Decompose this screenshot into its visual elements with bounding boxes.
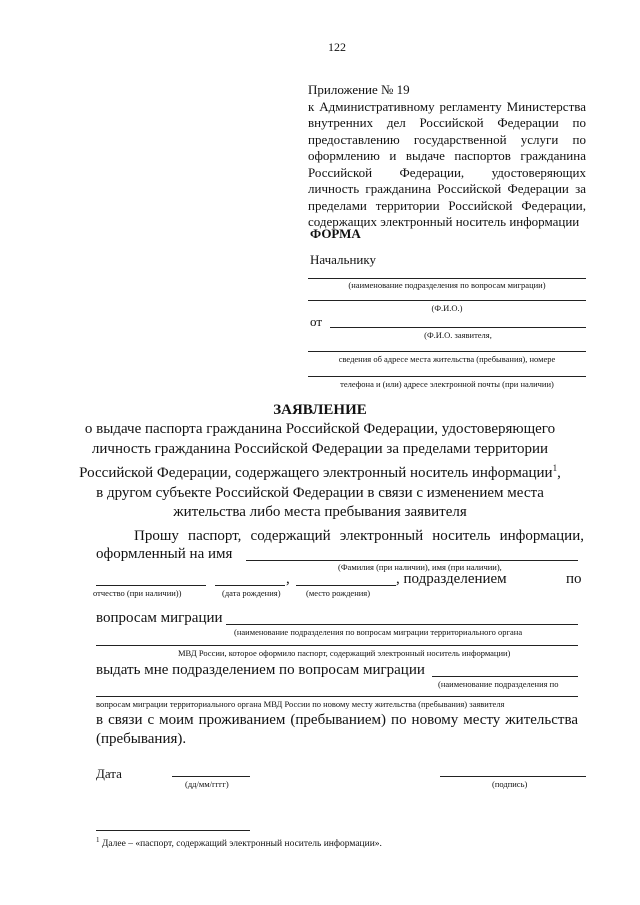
date-caption: (дд/мм/гггг) — [185, 779, 229, 789]
fio-caption: (Ф.И.О.) — [431, 303, 463, 313]
sign-line — [440, 776, 586, 777]
appendix-title: Приложение № 19 — [308, 82, 410, 97]
birthplace-line — [296, 585, 396, 586]
unit-line — [308, 278, 586, 279]
body-line-1: Прошу паспорт, содержащий электронный носитель информации, — [134, 528, 584, 544]
birthdate-caption: (дата рождения) — [222, 588, 281, 598]
address-line — [308, 351, 586, 352]
sign-caption: (подпись) — [492, 779, 528, 789]
new-place-caption: вопросам миграции территориального органа МВД России по новому месту жительства (пребывания) заявителя — [96, 699, 505, 709]
new-unit-line — [432, 676, 578, 677]
unit-caption: (наименование подразделения по вопросам миграции) — [348, 280, 546, 290]
mvd-line — [96, 645, 578, 646]
patronymic-caption: отчество (при наличии)) — [93, 588, 182, 598]
date-label: Дата — [96, 766, 122, 781]
appendix-line: содержащих электронный носитель информации — [308, 214, 580, 229]
appendix-block — [308, 82, 586, 231]
subtitle-line: жительства либо места пребывания заявителя — [173, 504, 467, 520]
appendix-line: Российской Федерации, удостоверяющих — [308, 164, 586, 180]
birthdate-line — [215, 585, 285, 586]
address-caption: сведения об адресе места жительства (пребывания), номере — [338, 354, 556, 364]
territorial-line — [226, 624, 578, 625]
footnote-mark: 1 — [96, 836, 100, 844]
appendix-line: внутренних дел Российской Федерации по — [308, 115, 586, 130]
form-label: ФОРМА — [310, 226, 361, 241]
appendix-line: личность гражданина Российской Федерации за — [308, 181, 586, 196]
subtitle-line: о выдаче паспорта гражданина Российской Федерации, удостоверяющего — [84, 421, 556, 437]
body-line-7: (пребывания). — [96, 731, 187, 747]
subtitle-comma: , — [557, 465, 561, 481]
contact-line — [308, 376, 586, 377]
statement-title: ЗАЯВЛЕНИЕ — [273, 402, 367, 418]
body-line-3-po: по — [566, 571, 582, 587]
new-place-line — [96, 696, 578, 697]
applicant-line — [330, 327, 586, 328]
body-line-4: вопросам миграции — [96, 610, 223, 626]
body-line-6: в связи с моим проживанием (пребыванием) по новому месту жительства — [96, 712, 578, 728]
subtitle-line: в другом субъекте Российской Федерации в связи с изменением места — [96, 484, 544, 501]
subtitle-line — [40, 459, 600, 484]
appendix-line: оформлению и выдаче паспортов гражданина — [308, 148, 586, 163]
patronymic-line — [96, 585, 206, 586]
appendix-line: предоставлению государственной услуги по — [308, 131, 586, 147]
footnote-ref: 1 — [552, 463, 558, 473]
subtitle-text: Российской Федерации, содержащего электронный носитель информации — [79, 465, 553, 481]
mvd-caption: МВД России, которое оформило паспорт, содержащий электронный носитель информации) — [178, 648, 511, 658]
name-caption: (Фамилия (при наличии), имя (при наличии), — [338, 562, 502, 572]
body-line-3-tail: , подразделением — [396, 571, 507, 587]
appendix-line: к Административному регламенту Министерства — [308, 98, 586, 114]
applicant-caption: (Ф.И.О. заявителя, — [424, 330, 492, 340]
addressee-label: Начальнику — [310, 252, 377, 267]
territorial-caption: (наименование подразделения по вопросам миграции территориального органа — [234, 627, 523, 637]
page-number: 122 — [328, 40, 346, 54]
fio-line — [308, 300, 586, 301]
name-line — [246, 560, 578, 561]
footnote — [96, 836, 382, 849]
body-line-5: выдать мне подразделением по вопросам миграции — [96, 662, 425, 678]
contact-caption: телефона и (или) адресе электронной почты (при наличии) — [340, 379, 554, 389]
birthplace-caption: (место рождения) — [306, 588, 371, 598]
footnote-text: Далее – «паспорт, содержащий электронный носитель информации». — [101, 839, 382, 850]
appendix-line: пределами территории Российской Федерации, — [308, 197, 586, 213]
statement-subtitle — [40, 420, 600, 523]
from-label: от — [310, 314, 323, 329]
subtitle-line: личность гражданина Российской Федерации за пределами территории — [91, 440, 549, 457]
date-line — [172, 776, 250, 777]
new-unit-caption: (наименование подразделения по — [438, 679, 559, 689]
body-line-2: оформленный на имя — [96, 546, 233, 562]
footnote-separator — [96, 830, 250, 831]
comma-1: , — [286, 571, 290, 587]
